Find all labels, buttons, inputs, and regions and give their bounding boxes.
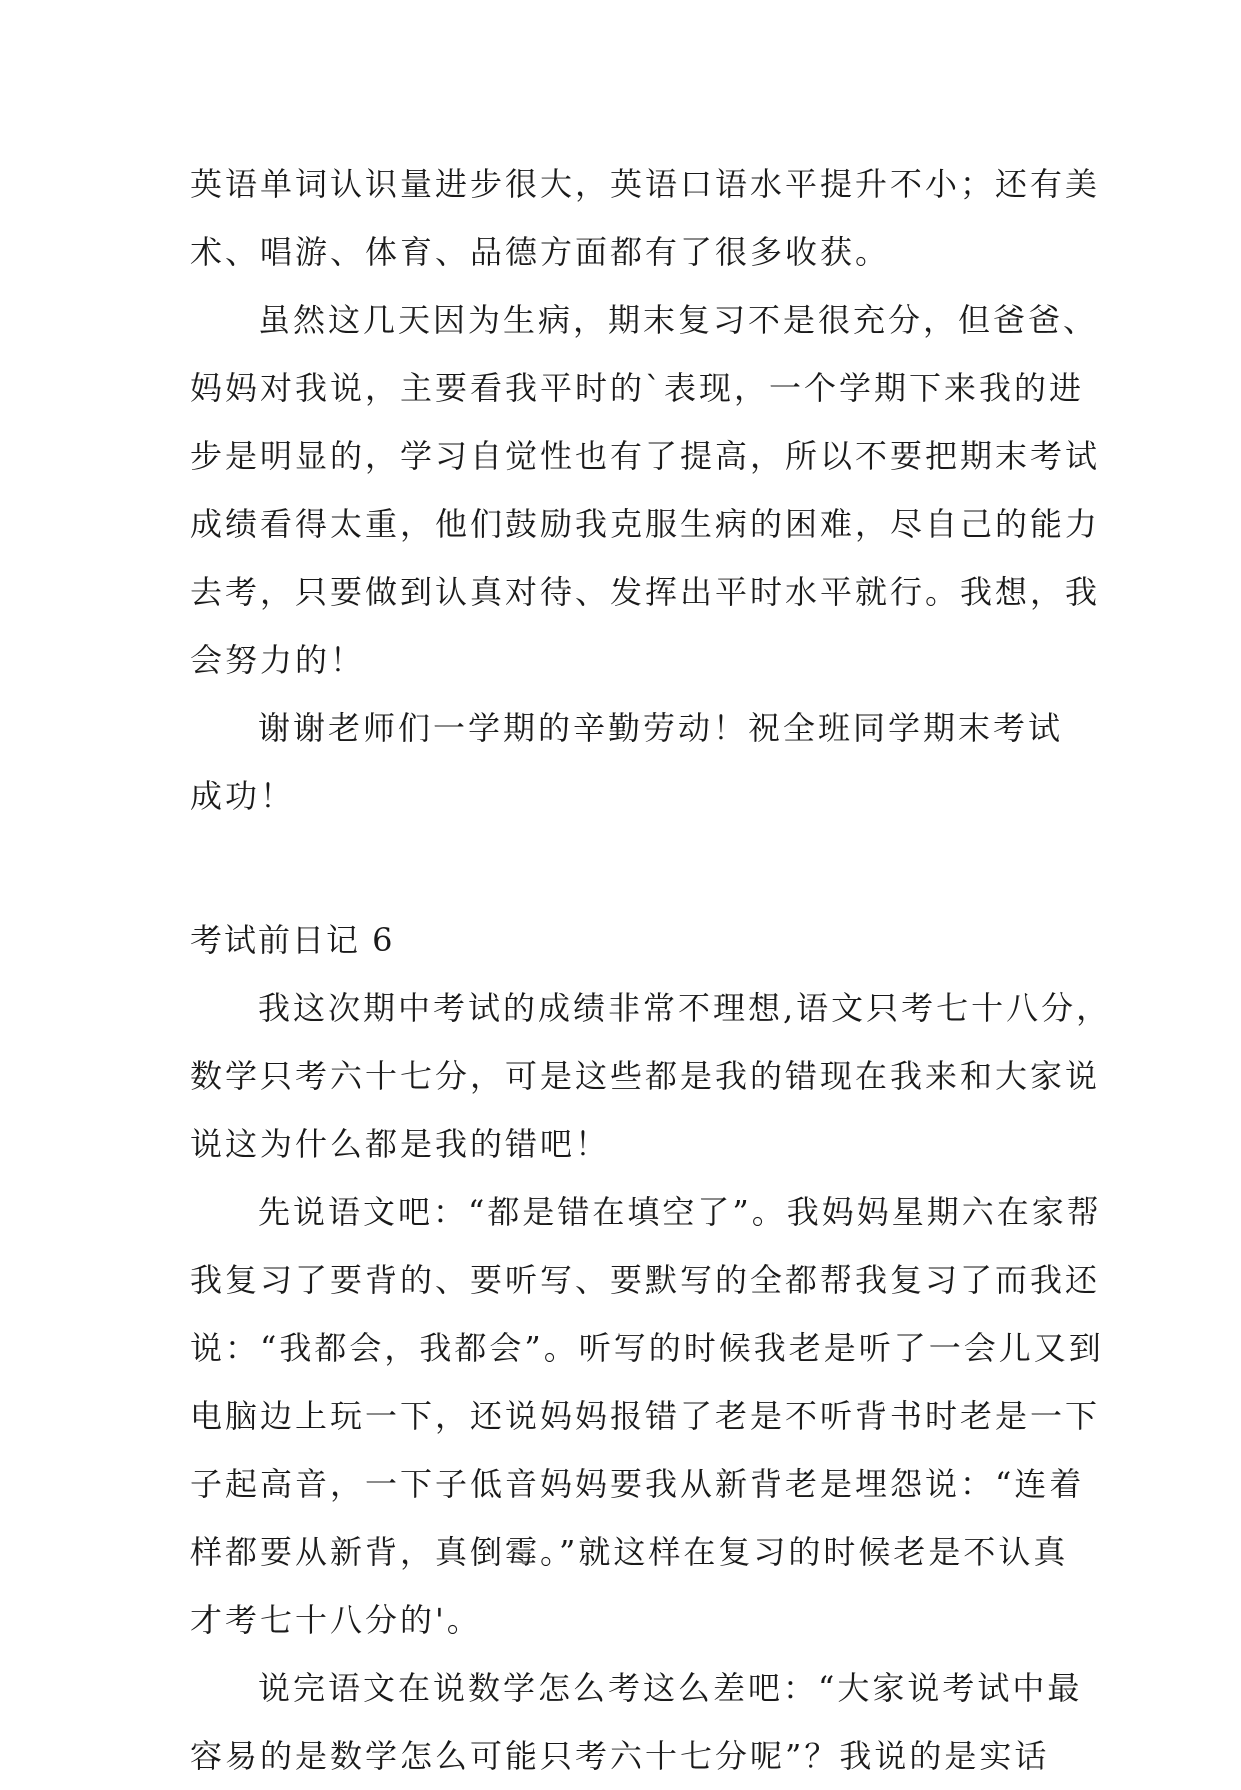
text-line: 去考，只要做到认真对待、发挥出平时水平就行。我想，我 xyxy=(190,573,1101,611)
text-line: 说：“我都会，我都会”。听写的时候我老是听了一会儿又到 xyxy=(190,1329,1104,1367)
text-line: 电脑边上玩一下，还说妈妈报错了老是不听背书时老是一下 xyxy=(190,1397,1101,1435)
text-line: 步是明显的，学习自觉性也有了提高，所以不要把期末考试 xyxy=(190,437,1101,475)
text-line: 妈妈对我说，主要看我平时的`表现，一个学期下来我的进 xyxy=(190,369,1085,407)
text-line: 数学只考六十七分，可是这些都是我的错现在我来和大家说 xyxy=(190,1057,1101,1095)
text-line: 先说语文吧：“都是错在填空了”。我妈妈星期六在家帮 xyxy=(258,1193,1102,1231)
paragraph xyxy=(190,694,1064,830)
paragraph xyxy=(190,1654,1083,1790)
text-line: 样都要从新背，真倒霉。”就这样在复习的时候老是不认真 xyxy=(190,1533,1069,1571)
text-line: 成功！ xyxy=(190,777,296,815)
text-line: 我这次期中考试的成绩非常不理想,语文只考七十八分， xyxy=(258,989,1112,1027)
section-gap xyxy=(190,830,1060,906)
text-line: 会努力的！ xyxy=(190,641,366,679)
paragraph xyxy=(190,150,1101,286)
paragraph xyxy=(190,974,1112,1178)
text-line: 成绩看得太重，他们鼓励我克服生病的困难，尽自己的能力 xyxy=(190,505,1101,543)
paragraph xyxy=(190,1178,1104,1654)
text-line: 谢谢老师们一学期的辛勤劳动！祝全班同学期末考试 xyxy=(258,709,1064,747)
text-line: 我复习了要背的、要听写、要默写的全都帮我复习了而我还 xyxy=(190,1261,1101,1299)
section-heading: 考试前日记 6 xyxy=(190,921,395,959)
text-line: 说完语文在说数学怎么考这么差吧：“大家说考试中最 xyxy=(258,1669,1083,1707)
text-line: 子起高音，一下子低音妈妈要我从新背老是埋怨说：“连着 xyxy=(190,1465,1085,1503)
text-line: 容易的是数学怎么可能只考六十七分呢”？我说的是实话 xyxy=(190,1737,1050,1775)
text-line: 虽然这几天因为生病，期末复习不是很充分，但爸爸、 xyxy=(258,301,1099,339)
text-line: 英语单词认识量进步很大，英语口语水平提升不小；还有美 xyxy=(190,165,1101,203)
text-line: 说这为什么都是我的错吧！ xyxy=(190,1125,611,1163)
text-line: 才考七十八分的'。 xyxy=(190,1601,482,1639)
text-line: 术、唱游、体育、品德方面都有了很多收获。 xyxy=(190,233,891,271)
document-page xyxy=(190,150,1112,1790)
paragraph xyxy=(190,286,1101,694)
